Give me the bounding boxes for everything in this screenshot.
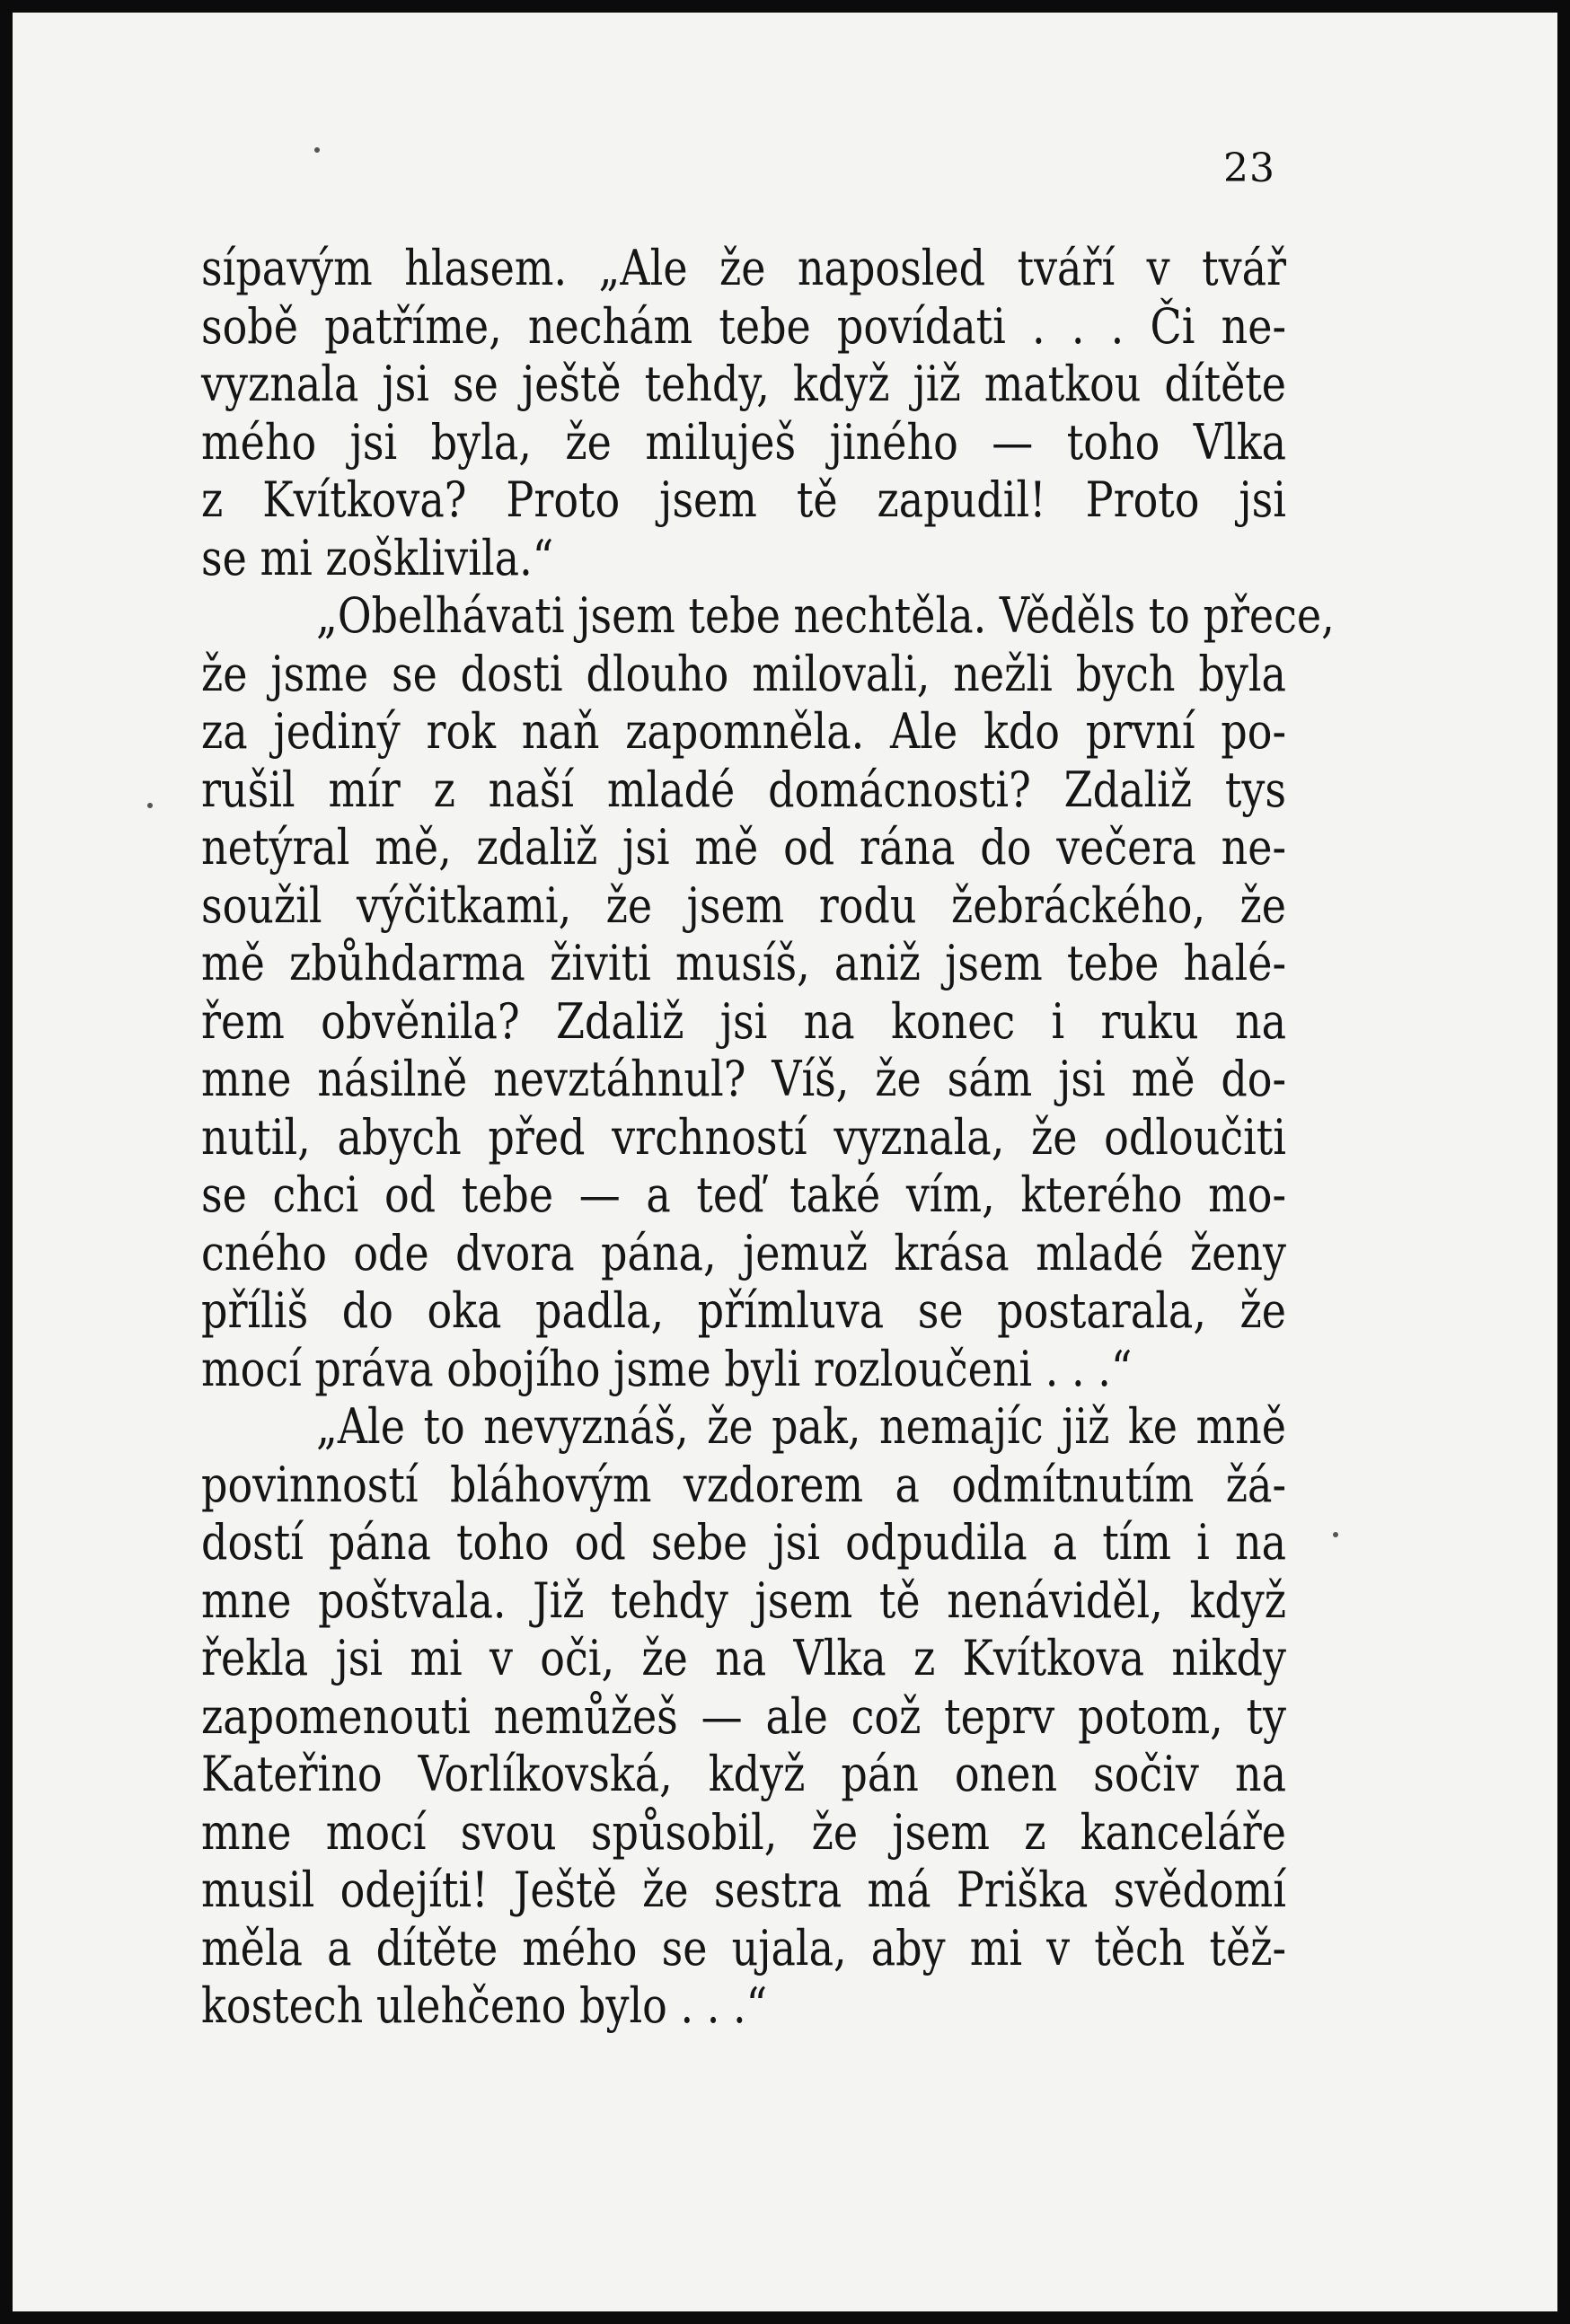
text-line: příliš do oka padla, přímluva se postarala, že: [201, 1281, 1286, 1339]
text-line: kostech ulehčeno bylo . . .“: [201, 1976, 768, 2034]
text-line: mého jsi byla, že miluješ jiného — toho Vlka: [201, 412, 1286, 471]
text-line: sobě patříme, nechám tebe povídati . . . Či ne-: [201, 296, 1286, 355]
text-line: „Obelhávati jsem tebe nechtěla. Věděls to přece,: [316, 586, 1335, 644]
text-line: měla a dítěte mého se ujala, aby mi v těch těž-: [201, 1918, 1286, 1976]
print-speck: [1333, 1532, 1338, 1537]
text-line: nutil, abych před vrchností vyznala, že odloučiti: [201, 1107, 1286, 1166]
page-number: 23: [1223, 145, 1275, 191]
text-line: se mi zošklivila.“: [201, 528, 554, 586]
print-speck: [314, 147, 320, 153]
text-line: cného ode dvora pána, jemuž krása mladé ženy: [201, 1223, 1286, 1281]
text-line: rušil mír z naší mladé domácnosti? Zdaliž tys: [201, 760, 1286, 818]
text-line: zapomenouti nemůžeš — ale což teprv potom, ty: [201, 1686, 1286, 1745]
text-line: vyznala jsi se ještě tehdy, když již matkou dítěte: [201, 355, 1286, 412]
text-line: z Kvítkova? Proto jsem tě zapudil! Proto jsi: [201, 471, 1286, 528]
text-line: musil odejíti! Ještě že sestra má Priška svědomí: [201, 1861, 1286, 1918]
text-line: „Ale to nevyznáš, že pak, nemajíc již ke mně: [316, 1397, 1286, 1455]
text-line: sípavým hlasem. „Ale že naposled tváří v tvář: [201, 239, 1286, 296]
text-line: soužil výčitkami, že jsem rodu žebráckého, že: [201, 876, 1286, 934]
text-line: řem obvěnila? Zdaliž jsi na konec i ruku na: [201, 991, 1286, 1050]
text-line: mne mocí svou spůsobil, že jsem z kanceláře: [201, 1802, 1286, 1861]
text-line: mne poštvala. Již tehdy jsem tě nenáviděl, když: [201, 1571, 1286, 1629]
text-line: mocí práva obojího jsme byli rozloučeni . . .“: [201, 1339, 1133, 1397]
text-line: mě zbůhdarma živiti musíš, aniž jsem tebe halé-: [201, 934, 1286, 991]
text-line: povinností bláhovým vzdorem a odmítnutím žá-: [201, 1455, 1286, 1513]
text-line: se chci od tebe — a teď také vím, kterého mo-: [201, 1166, 1286, 1223]
text-line: za jediný rok naň zapomněla. Ale kdo první po-: [201, 702, 1286, 760]
text-line: netýral mě, zdaliž jsi mě od rána do večera ne-: [201, 818, 1286, 876]
text-line: Kateřino Vorlíkovská, když pán onen sočiv na: [201, 1745, 1286, 1802]
text-line: řekla jsi mi v oči, že na Vlka z Kvítkova nikdy: [201, 1629, 1286, 1686]
text-line: mne násilně nevztáhnul? Víš, že sám jsi mě do-: [201, 1050, 1286, 1107]
text-line: dostí pána toho od sebe jsi odpudila a tím i na: [201, 1513, 1286, 1571]
text-line: že jsme se dosti dlouho milovali, nežli bych byla: [201, 644, 1286, 702]
body-text: [201, 239, 1335, 2035]
book-page: [13, 13, 1557, 2311]
print-speck: [147, 803, 153, 808]
